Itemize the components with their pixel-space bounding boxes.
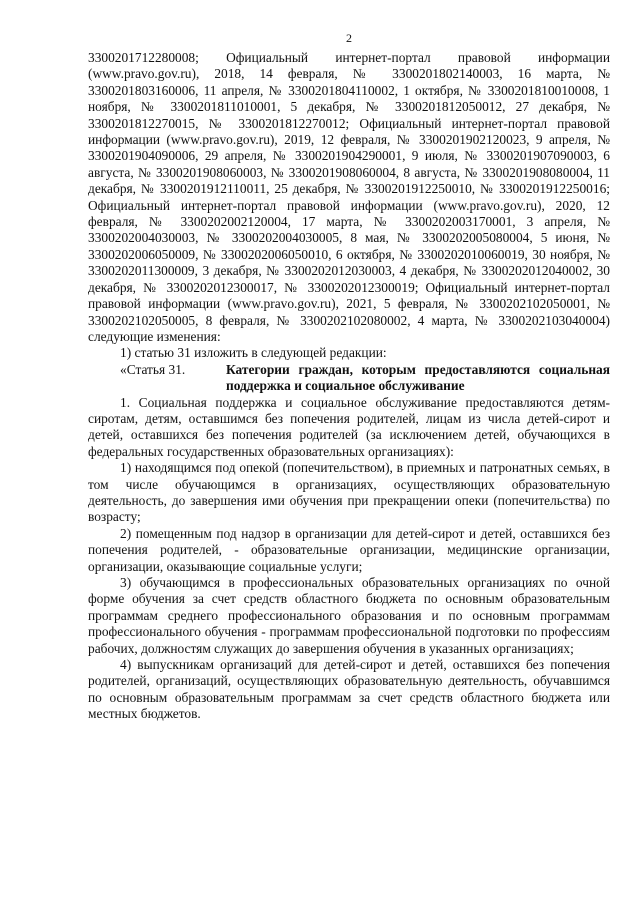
paragraph-sources-list: 3300201712280008; Официальный интернет-портал правовой информации (www.pravo.gov.ru), 2018, 14 февраля, № 3300201802140003, 16 марта, № 3300201803160006, 11 апреля, № 3300201804110002, 1 октября, № 3300201810010008, 1 ноября, № 3300201811010001, 5 декабря, № 3300201812050012, 27 декабря, № 3300201812270015, № 3300201812270012; Официальный интернет-портал правовой информации (www.pravo.gov.ru), 2019, 12 февраля, № 3300201902120023, 9 апреля, № 3300201904090006, 29 апреля, № 3300201904290001, 9 июля, № 3300201907090003, 6 августа, № 3300201908060003, № 3300201908060004, 8 августа, № 3300201908080004, 11 декабря, № 3300201912110011, 25 декабря, № 3300201912250010, № 3300201912250016; Официальный интернет-портал правовой информации (www.pravo.gov.ru), 2020, 12 февраля, № 3300202002120004, 17 марта, № 3300202003170001, 3 апреля, № 3300202004030003, № 3300202004030005, 8 мая, № 3300202005080004, 5 июня, № 3300202006050009, № 3300202006050010, 6 октября, № 3300202010060019, 30 ноября, № 3300202011300009, 3 декабря, № 3300202012030003, 4 декабря, № 3300202012040002, 30 декабря, № 3300202012300017, № 3300202012300019; Официальный интернет-портал правовой информации (www.pravo.gov.ru), 2021, 5 февраля, № 3300202102050001, № 3300202102050005, 8 февраля, № 3300202102080002, 4 марта, № 3300202103040004) следующие изменения: — [88, 50, 610, 344]
paragraph-subitem-1: 1) находящимся под опекой (попечительством), в приемных и патронатных семьях, в том числе обучающимся в организациях, осуществляющих образовательную деятельность, до завершения ими обучения при прекращении опеки (попечительства) по возрасту; — [88, 460, 610, 525]
paragraph-subitem-4: 4) выпускникам организаций для детей-сирот и детей, оставшихся без попечения родителей, организаций, осуществляющих образовательную деятельность, обучавшимся по основным образовательным программам за счет средств областного бюджета или местных бюджетов. — [88, 657, 610, 722]
paragraph-item-1: 1. Социальная поддержка и социальное обслуживание предоставляются детям-сиротам, детям, оставшимся без попечения родителей, лицам из числа детей-сирот и детей, оставшихся без попечения родителей (за исключением детей, обучающихся в федеральных государственных образовательных организациях): — [88, 394, 610, 459]
document-page — [88, 30, 610, 890]
article-label: «Статья 31. — [120, 361, 186, 377]
article-title: Категории граждан, которым предоставляются социальная поддержка и социальное обслуживание — [226, 361, 610, 394]
paragraph-subitem-2: 2) помещенным под надзор в организации для детей-сирот и детей, оставшихся без попечения родителей, - образовательные организации, медицинские организации, организации, оказывающие социальные услуги; — [88, 525, 610, 574]
paragraph-amendment-intro: 1) статью 31 изложить в следующей редакции: — [120, 345, 387, 361]
article-heading — [88, 362, 610, 395]
document-body — [88, 50, 610, 723]
page-number: 2 — [346, 31, 352, 45]
paragraph-subitem-3: 3) обучающимся в профессиональных образовательных организациях по очной форме обучения за счет средств областного бюджета по основным образовательным программам среднего профессионального образования и по основным программам профессионального обучения - программам профессиональной подготовки по профессиям рабочих, должностям служащих до завершения обучения в указанных организациях; — [88, 575, 610, 656]
